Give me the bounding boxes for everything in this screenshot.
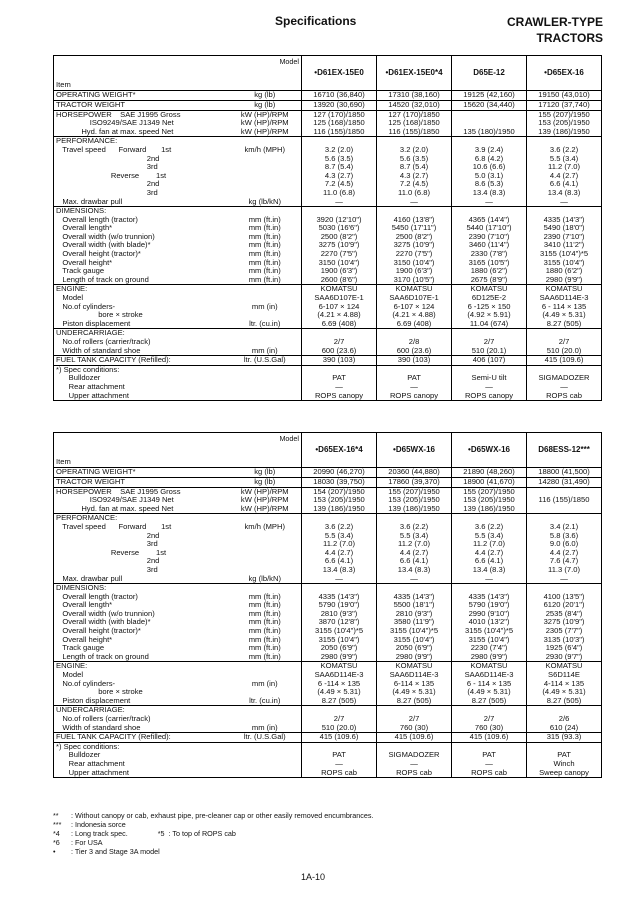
row-label: TRACTOR WEIGHT [56,99,126,109]
cell-value: 415 (109.6) [377,733,452,743]
dimensions-row [54,584,602,662]
cell-value: KOMATSU SAA6D114E-3 6 -114 × 135 (4.49 × 5.31) 8.27 (505) [302,662,377,706]
category-heading [507,14,603,46]
item-label: Item [56,79,71,89]
row-label: *) Spec conditions: Bulldozer Rear attachment Upper attachment [56,741,130,777]
cell-value: 3.2 (2.0) 5.6 (3.5) 8.7 (5.4) 4.3 (2.7) 7.2 (4.5) 11.0 (6.8) — [377,137,452,207]
cell-value: 18900 (41,670) [452,477,527,487]
cell-value: 415 (109.6) [452,733,527,743]
spec-table-1 [53,55,602,401]
model-header: •D61EX-15E0 [302,56,377,91]
cell-value: 155 (207)/1950 153 (205)/1950 139 (186)/1950 [377,487,452,514]
cell-value: 20990 (46,270) [302,468,377,478]
cell-value: 4100 (13'5") 6120 (20'1") 2535 (8'4") 3275 (10'9") 2305 (7'7") 3135 (10'3") 1925 (6'4") 2930 (9'7") [527,584,602,662]
model-item-header [54,56,302,91]
model-label: Model [279,434,300,443]
cell-value: 3.4 (2.1) 5.8 (3.6) 9.0 (6.0) 4.4 (2.7) 7.6 (4.7) 11.3 (7.0) — [527,514,602,584]
cell-value: KOMATSU SAA6D114E-3 6-114 × 135 (4.49 × 5.31) 8.27 (505) [377,662,452,706]
row-unit: kW (HP)/RPM kW (HP)/RPM kW (HP)/RPM [240,486,289,513]
model-label: Model [279,57,300,66]
cell-value: 15620 (34,440) [452,100,527,110]
cell-value: 3.6 (2.2) 5.5 (3.4) 11.2 (7.0) 4.4 (2.7) 6.6 (4.1) 13.4 (8.3) — [377,514,452,584]
cell-value: 3.6 (2.2) 5.5 (3.4) 11.2 (7.0) 4.4 (2.7) 6.6 (4.1) 13.4 (8.3) — [527,137,602,207]
row-unit: kg (lb) [254,476,276,486]
category-line-2: TRACTORS [536,31,603,45]
cell-value: 18030 (39,750) [302,477,377,487]
cell-value: 14520 (32,010) [377,100,452,110]
fuel-tank-row [54,733,602,743]
row-unit: kW (HP)/RPM kW (HP)/RPM kW (HP)/RPM [240,109,289,136]
cell-value: 21890 (48,260) [452,468,527,478]
undercarriage-row [54,706,602,733]
cell-value: 4335 (14'3") 5790 (19'0") 2990 (9'10") 4010 (13'2") 3155 (10'4")*5 3155 (10'4") 2230 (7'4") 2980 (9'9") [452,584,527,662]
row-unit: ltr. (U.S.Gal) [243,355,286,365]
cell-value: 19125 (42,160) [452,91,527,101]
cell-value: 4335 (14'3") 5790 (19'0") 2810 (9'3") 3870 (12'8") 3155 (10'4")*5 3155 (10'4") 2050 (6'9") 2980 (9'9") [302,584,377,662]
row-unit: kg (lb) [254,90,276,100]
cell-value: 14280 (31,490) [527,477,602,487]
cell-value: KOMATSU SAA6D114E-3 6 - 114 × 135 (4.49 × 5.31) 8.27 (505) [527,285,602,329]
cell-value: 154 (207)/1950 153 (205)/1950 139 (186)/1950 [302,487,377,514]
cell-value: PAT Winch Sweep canopy [527,742,602,777]
undercarriage-row [54,329,602,356]
row-unit: mm (in) ltr. (cu.in) [249,301,281,328]
cell-value: 3.6 (2.2) 5.5 (3.4) 11.2 (7.0) 4.4 (2.7) 6.6 (4.1) 13.4 (8.3) — [302,514,377,584]
cell-value: 3.6 (2.2) 5.5 (3.4) 11.2 (7.0) 4.4 (2.7) 6.6 (4.1) 13.4 (8.3) — [452,514,527,584]
cell-value: SIGMADOZER — ROPS cab [527,365,602,400]
cell-value: 390 (103) [377,356,452,366]
row-label: OPERATING WEIGHT* [56,467,136,477]
footnote: • : Tier 3 and Stage 3A model [53,847,160,856]
cell-value: 315 (93.3) [527,733,602,743]
footnote: *6 : For USA [53,838,103,847]
row-label: HORSEPOWER SAE J1995 Gross ISO9249/SAE J1349 Net Hyd. fan at max. speed Net [56,486,181,513]
cell-value: 2/7 760 (30) [452,706,527,733]
model-header: •D65EX-16*4 [302,433,377,468]
cell-value: 2/8 600 (23.6) [377,329,452,356]
dimensions-row [54,207,602,285]
row-label: ENGINE: Model No.of cylinders- bore × stroke Piston displacement [56,284,143,328]
row-label: UNDERCARRIAGE: No.of rollers (carrier/track) Width of standard shoe [56,328,151,355]
cell-value: 17120 (37,740) [527,100,602,110]
cell-value: 16710 (36,840) [302,91,377,101]
cell-value: PAT — ROPS canopy [302,365,377,400]
row-label: *) Spec conditions: Bulldozer Rear attachment Upper attachment [56,364,130,400]
cell-value: 3920 (12'10") 5030 (16'6") 2500 (8'2") 3275 (10'9") 2270 (7'5") 3150 (10'4") 1900 (6'3") 2600 (8'6") [302,207,377,285]
cell-value: KOMATSU SAA6D107E-1 6-107 × 124 (4.21 × 4.88) 6.69 (408) [302,285,377,329]
row-label: PERFORMANCE: Travel speed Forward 1st 2nd 3rd Reverse 1st 2nd 3rd Max. drawbar pull [56,513,172,583]
cell-value: 4160 (13'8") 5450 (17'11") 2500 (8'2") 3275 (10'9") 2270 (7'5") 3150 (10'4") 1900 (6'3") 3170 (10'5") [377,207,452,285]
cell-value: 127 (170)/1850 125 (168)/1850 116 (155)/1850 [302,110,377,137]
row-unit: ltr. (U.S.Gal) [243,732,286,742]
row-unit: mm (ft.in) mm (ft.in) mm (ft.in) mm (ft.in) mm (ft.in) mm (ft.in) mm (ft.in) mm (ft.in) [248,591,281,661]
cell-value: 116 (155)/1850 [527,487,602,514]
category-line-1: CRAWLER-TYPE [507,15,603,29]
cell-value: 415 (109.6) [527,356,602,366]
cell-value: 155 (207)/1950 153 (205)/1950 139 (186)/1950 [452,487,527,514]
performance-row [54,137,602,207]
horsepower-row [54,110,602,137]
model-header: D68ESS-12*** [527,433,602,468]
cell-value: 4365 (14'4") 5440 (17'10") 2390 (7'10") 3460 (11'4") 2330 (7'8") 3165 (10'5") 1880 (6'2") 2675 (8'9") [452,207,527,285]
row-unit: km/h (MPH) kg (lb/kN) [244,144,285,206]
cell-value: 2/7 510 (20.0) [527,329,602,356]
row-label: DIMENSIONS: Overall length (tractor) Overall length* Overall width (w/o trunnion) Overall width (with blade)* Overall height (tractor)* Overall height* Track gauge Length of track on ground [56,583,155,661]
row-label: UNDERCARRIAGE: No.of rollers (carrier/track) Width of standard shoe [56,705,151,732]
cell-value: PAT — ROPS cab [452,742,527,777]
page-title: Specifications [275,14,357,28]
footnotes [53,811,373,856]
tractor-weight-row [54,100,602,110]
model-header: •D61EX-15E0*4 [377,56,452,91]
model-header: D65E-12 [452,56,527,91]
model-item-header [54,433,302,468]
cell-value: 18800 (41,500) [527,468,602,478]
cell-value: 2/7 760 (30) [377,706,452,733]
row-unit: mm (ft.in) mm (ft.in) mm (ft.in) mm (ft.in) mm (ft.in) mm (ft.in) mm (ft.in) mm (ft.in) [248,214,281,284]
spec-table-2 [53,432,602,778]
row-label: TRACTOR WEIGHT [56,476,126,486]
horsepower-row [54,487,602,514]
tractor-weight-row [54,477,602,487]
footnote: ** : Without canopy or cab, exhaust pipe, pre-cleaner cap or other easily removed encumbrances. [53,811,374,820]
cell-value: 19150 (43,010) [527,91,602,101]
cell-value: Semi-U tilt — ROPS canopy [452,365,527,400]
model-header: •D65WX-16 [452,433,527,468]
cell-value: 17860 (39,370) [377,477,452,487]
cell-value: 127 (170)/1850 125 (168)/1850 116 (155)/1850 [377,110,452,137]
cell-value: PAT — ROPS canopy [377,365,452,400]
row-label: PERFORMANCE: Travel speed Forward 1st 2nd 3rd Reverse 1st 2nd 3rd Max. drawbar pull [56,136,172,206]
row-label: OPERATING WEIGHT* [56,90,136,100]
cell-value: 155 (207)/1950 153 (205)/1950 139 (186)/1950 [527,110,602,137]
fuel-tank-row [54,356,602,366]
row-unit: mm (in) [251,345,278,355]
model-header: •D65WX-16 [377,433,452,468]
model-header: •D65EX-16 [527,56,602,91]
cell-value: 13920 (30,690) [302,100,377,110]
cell-value: PAT — ROPS cab [302,742,377,777]
row-unit: mm (in) ltr. (cu.in) [249,678,281,705]
row-label: DIMENSIONS: Overall length (tractor) Overall length* Overall width (w/o trunnion) Overall width (with blade)* Overall height (tractor)* Overall height* Track gauge Length of track on ground [56,206,155,284]
cell-value: SIGMADOZER — ROPS cab [377,742,452,777]
engine-row [54,285,602,329]
cell-value: KOMATSU 6D125E-2 6 -125 × 150 (4.92 × 5.91) 11.04 (674) [452,285,527,329]
row-label: FUEL TANK CAPACITY (Refilled): [56,355,171,365]
cell-value: 4335 (14'3") 5490 (18'0") 2390 (7'10") 3410 (11'2") 3155 (10'4")*5 3155 (10'4") 1880 (6'2") 2980 (9'9") [527,207,602,285]
performance-row [54,514,602,584]
row-unit: kg (lb) [254,99,276,109]
row-label: ENGINE: Model No.of cylinders- bore × stroke Piston displacement [56,661,143,705]
row-unit: kg (lb) [254,467,276,477]
cell-value: KOMATSU SAA6D114E-3 6 - 114 × 135 (4.49 × 5.31) 8.27 (505) [452,662,527,706]
row-label: FUEL TANK CAPACITY (Refilled): [56,732,171,742]
footnote: *** : Indonesia sorce [53,820,126,829]
cell-value: 17310 (38,160) [377,91,452,101]
cell-value: 2/7 600 (23.6) [302,329,377,356]
page-number: 1A-10 [301,872,326,882]
cell-value: 3.2 (2.0) 5.6 (3.5) 8.7 (5.4) 4.3 (2.7) 7.2 (4.5) 11.0 (6.8) — [302,137,377,207]
cell-value: KOMATSU SAA6D107E-1 6-107 × 124 (4.21 × 4.88) 6.69 (408) [377,285,452,329]
footnote: *4 : Long track spec. *5 : To top of ROPS cab [53,829,236,838]
cell-value: 135 (180)/1950 [452,110,527,137]
cell-value: 2/6 610 (24) [527,706,602,733]
item-label: Item [56,456,71,466]
cell-value: 406 (107) [452,356,527,366]
spec-conditions-row [54,365,602,400]
row-unit: mm (in) [251,722,278,732]
cell-value: 415 (109.6) [302,733,377,743]
cell-value: 2/7 510 (20.0) [302,706,377,733]
cell-value: 4335 (14'3") 5500 (18'1") 2810 (9'3") 3580 (11'9") 3155 (10'4")*5 3155 (10'4") 2050 (6'9") 2980 (9'9") [377,584,452,662]
cell-value: 20360 (44,880) [377,468,452,478]
cell-value: 3.9 (2.4) 6.8 (4.2) 10.6 (6.6) 5.0 (3.1) 8.6 (5.3) 13.4 (8.3) — [452,137,527,207]
cell-value: 390 (103) [302,356,377,366]
cell-value: 2/7 510 (20.1) [452,329,527,356]
spec-conditions-row [54,742,602,777]
cell-value: KOMATSU S6D114E 4-114 × 135 (4.49 × 5.31) 8.27 (505) [527,662,602,706]
row-unit: km/h (MPH) kg (lb/kN) [244,521,285,583]
row-label: HORSEPOWER SAE J1995 Gross ISO9249/SAE J1349 Net Hyd. fan at max. speed Net [56,109,181,136]
engine-row [54,662,602,706]
